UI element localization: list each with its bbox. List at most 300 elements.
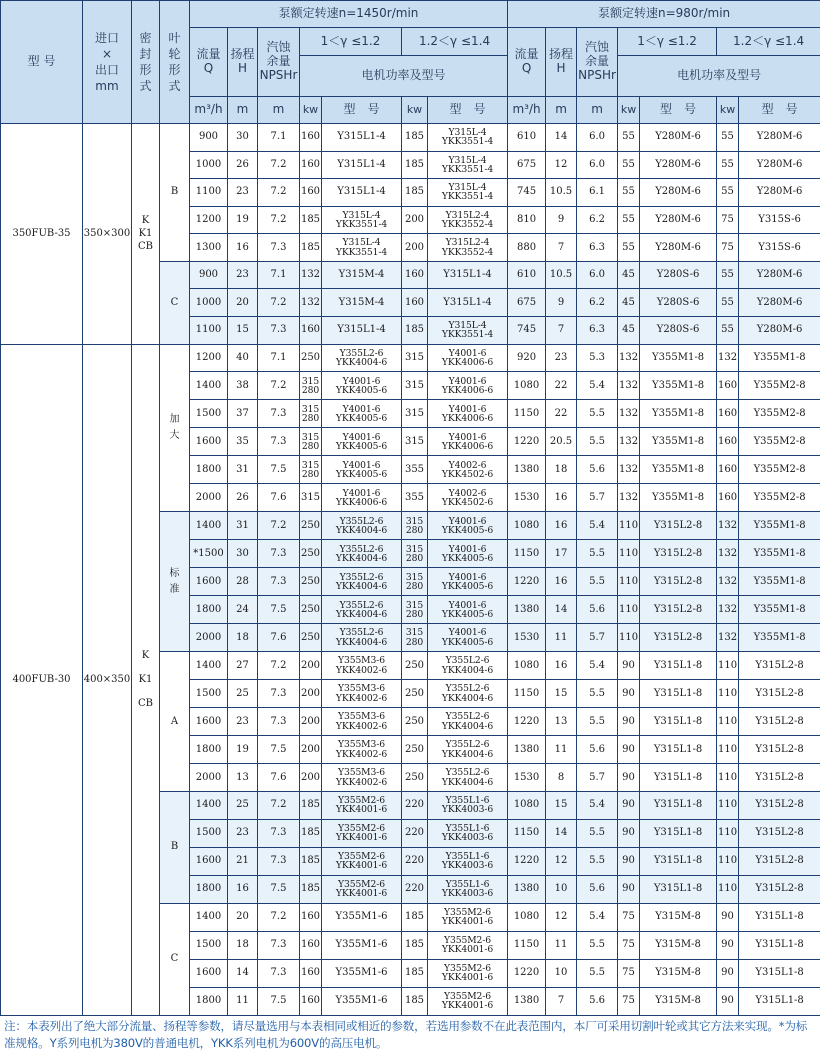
cell-model-d: Y355M2-8 xyxy=(739,484,820,512)
cell-model-d: Y280M-6 xyxy=(739,289,820,317)
cell-model-d: Y355M2-8 xyxy=(739,372,820,400)
cell-npsh-1450: 7.3 xyxy=(258,680,300,708)
cell-model-c: Y355M1-8 xyxy=(640,372,717,400)
cell-model-c: Y280M-6 xyxy=(640,206,717,234)
cell-kw-b: 250 xyxy=(402,680,428,708)
cell-kw-c: 55 xyxy=(618,234,640,262)
cell-flow-1450: 1600 xyxy=(190,959,228,987)
cell-flow-980: 1220 xyxy=(508,568,546,596)
cell-model-a: Y315L1-4 xyxy=(322,151,402,179)
cell-head-980: 15 xyxy=(546,792,577,820)
header-head-980: 扬程 H xyxy=(546,28,577,97)
cell-flow-980: 1530 xyxy=(508,764,546,792)
cell-model-a: Y355M1-6 xyxy=(322,959,402,987)
cell-model-b: Y4001-6 YKK4005-6 xyxy=(428,596,508,624)
cell-head-980: 22 xyxy=(546,400,577,428)
cell-kw-c: 90 xyxy=(618,764,640,792)
cell-model-c: Y280S-6 xyxy=(640,289,717,317)
cell-head-980: 8 xyxy=(546,764,577,792)
cell-kw-b: 220 xyxy=(402,792,428,820)
cell-kw-b: 315 xyxy=(402,372,428,400)
cell-model-d: Y355M1-8 xyxy=(739,512,820,540)
impeller-type: 加 大 xyxy=(160,344,190,512)
cell-npsh-1450: 7.3 xyxy=(258,234,300,262)
cell-head-1450: 23 xyxy=(228,819,258,847)
cell-head-980: 14 xyxy=(546,596,577,624)
cell-model-b: Y355L2-6 YKK4004-6 xyxy=(428,708,508,736)
cell-model-a: Y315L1-4 xyxy=(322,179,402,207)
cell-model-b: Y355L2-6 YKK4004-6 xyxy=(428,652,508,680)
table-body xyxy=(1,124,820,1016)
cell-flow-1450: 1800 xyxy=(190,987,228,1015)
cell-kw-c: 110 xyxy=(618,568,640,596)
cell-model-a: Y355M2-6 YKK4001-6 xyxy=(322,875,402,903)
cell-kw-a: 185 xyxy=(300,234,322,262)
cell-npsh-1450: 7.1 xyxy=(258,261,300,289)
cell-model-c: Y355M1-8 xyxy=(640,428,717,456)
cell-model-a: Y315L-4 YKK3551-4 xyxy=(322,206,402,234)
cell-kw-b: 220 xyxy=(402,847,428,875)
cell-model-d: Y315L1-8 xyxy=(739,959,820,987)
cell-npsh-1450: 7.3 xyxy=(258,540,300,568)
cell-flow-980: 920 xyxy=(508,344,546,372)
cell-head-980: 11 xyxy=(546,624,577,652)
cell-model-a: Y4001-6 YKK4005-6 xyxy=(322,372,402,400)
cell-flow-980: 1220 xyxy=(508,428,546,456)
cell-head-1450: 23 xyxy=(228,261,258,289)
cell-flow-980: 1380 xyxy=(508,736,546,764)
cell-model-b: Y315L1-4 xyxy=(428,261,508,289)
cell-flow-980: 880 xyxy=(508,234,546,262)
cell-flow-980: 745 xyxy=(508,179,546,207)
cell-kw-c: 90 xyxy=(618,819,640,847)
cell-model-d: Y355M2-8 xyxy=(739,400,820,428)
cell-head-1450: 20 xyxy=(228,903,258,931)
cell-kw-a: 315 280 xyxy=(300,372,322,400)
cell-model-b: Y315L2-4 YKK3552-4 xyxy=(428,234,508,262)
cell-model-b: Y355M2-6 YKK4001-6 xyxy=(428,903,508,931)
cell-head-1450: 19 xyxy=(228,206,258,234)
cell-kw-b: 185 xyxy=(402,316,428,344)
cell-model-a: Y315L1-4 xyxy=(322,124,402,152)
cell-model-b: Y355M2-6 YKK4001-6 xyxy=(428,959,508,987)
cell-model-d: Y315L2-8 xyxy=(739,736,820,764)
cell-flow-1450: 1000 xyxy=(190,151,228,179)
cell-flow-1450: 1600 xyxy=(190,708,228,736)
header-kw: kw xyxy=(402,97,428,124)
cell-kw-b: 200 xyxy=(402,206,428,234)
cell-flow-980: 1380 xyxy=(508,875,546,903)
cell-kw-c: 132 xyxy=(618,456,640,484)
cell-head-1450: 26 xyxy=(228,151,258,179)
cell-model-a: Y4001-6 YKK4005-6 xyxy=(322,400,402,428)
cell-model-b: Y315L-4 YKK3551-4 xyxy=(428,179,508,207)
cell-npsh-980: 6.0 xyxy=(577,261,618,289)
cell-head-980: 9 xyxy=(546,289,577,317)
header-type: 型 号 xyxy=(428,97,508,124)
cell-model-c: Y315L1-8 xyxy=(640,792,717,820)
header-speed-980: 泵额定转速n=980r/min xyxy=(508,1,820,28)
cell-kw-b: 200 xyxy=(402,234,428,262)
cell-model-b: Y315L1-4 xyxy=(428,289,508,317)
cell-head-980: 10 xyxy=(546,959,577,987)
table-row xyxy=(1,344,820,372)
cell-model-d: Y315L2-8 xyxy=(739,652,820,680)
header-flow-980: 流量 Q xyxy=(508,28,546,97)
cell-flow-1450: 1500 xyxy=(190,931,228,959)
cell-kw-d: 160 xyxy=(717,456,739,484)
cell-kw-b: 315 280 xyxy=(402,512,428,540)
cell-model-a: Y355M3-6 YKK4002-6 xyxy=(322,736,402,764)
cell-kw-d: 110 xyxy=(717,792,739,820)
cell-kw-a: 250 xyxy=(300,512,322,540)
cell-kw-c: 55 xyxy=(618,179,640,207)
cell-flow-1450: 1200 xyxy=(190,206,228,234)
cell-flow-980: 1150 xyxy=(508,819,546,847)
cell-kw-c: 110 xyxy=(618,540,640,568)
cell-kw-d: 110 xyxy=(717,652,739,680)
cell-kw-b: 315 xyxy=(402,400,428,428)
cell-kw-c: 90 xyxy=(618,708,640,736)
cell-kw-a: 160 xyxy=(300,124,322,152)
cell-model-c: Y315L1-8 xyxy=(640,875,717,903)
cell-flow-980: 1150 xyxy=(508,540,546,568)
cell-kw-c: 75 xyxy=(618,959,640,987)
cell-npsh-980: 5.5 xyxy=(577,680,618,708)
cell-head-980: 15 xyxy=(546,680,577,708)
cell-kw-d: 90 xyxy=(717,959,739,987)
header-gamma-high-1450: 1.2＜γ ≤1.4 xyxy=(402,28,508,56)
cell-model-c: Y355M1-8 xyxy=(640,344,717,372)
cell-model-a: Y355L2-6 YKK4004-6 xyxy=(322,540,402,568)
cell-kw-b: 185 xyxy=(402,903,428,931)
cell-npsh-980: 5.6 xyxy=(577,875,618,903)
cell-flow-1450: 1400 xyxy=(190,512,228,540)
cell-kw-b: 315 280 xyxy=(402,596,428,624)
cell-npsh-1450: 7.3 xyxy=(258,400,300,428)
cell-model-b: Y315L-4 YKK3551-4 xyxy=(428,124,508,152)
cell-model-a: Y355M2-6 YKK4001-6 xyxy=(322,847,402,875)
header-npsh-unit-1450: m xyxy=(258,97,300,124)
cell-npsh-980: 6.1 xyxy=(577,179,618,207)
cell-kw-d: 55 xyxy=(717,261,739,289)
cell-flow-1450: 1200 xyxy=(190,344,228,372)
cell-model-d: Y355M2-8 xyxy=(739,428,820,456)
header-head-unit-980: m xyxy=(546,97,577,124)
cell-kw-d: 110 xyxy=(717,819,739,847)
cell-head-1450: 31 xyxy=(228,456,258,484)
cell-npsh-980: 5.6 xyxy=(577,596,618,624)
cell-model-d: Y355M1-8 xyxy=(739,568,820,596)
cell-model-b: Y4002-6 YKK4502-6 xyxy=(428,456,508,484)
cell-flow-1450: 1500 xyxy=(190,680,228,708)
cell-kw-d: 55 xyxy=(717,124,739,152)
cell-model-d: Y315L1-8 xyxy=(739,987,820,1015)
cell-model-d: Y315L2-8 xyxy=(739,708,820,736)
cell-npsh-1450: 7.5 xyxy=(258,987,300,1015)
cell-model-b: Y4001-6 YKK4005-6 xyxy=(428,540,508,568)
cell-model-a: Y355L2-6 YKK4004-6 xyxy=(322,624,402,652)
cell-npsh-1450: 7.3 xyxy=(258,819,300,847)
cell-head-1450: 14 xyxy=(228,959,258,987)
cell-kw-b: 250 xyxy=(402,652,428,680)
cell-kw-a: 185 xyxy=(300,847,322,875)
cell-kw-b: 185 xyxy=(402,959,428,987)
cell-model-a: Y355L2-6 YKK4004-6 xyxy=(322,512,402,540)
cell-head-980: 10 xyxy=(546,875,577,903)
cell-kw-a: 200 xyxy=(300,764,322,792)
footnote-prefix: 注： xyxy=(4,1019,27,1033)
cell-head-980: 18 xyxy=(546,456,577,484)
cell-model-b: Y355L1-6 YKK4003-6 xyxy=(428,819,508,847)
cell-model-c: Y280S-6 xyxy=(640,316,717,344)
cell-model-b: Y355L2-6 YKK4004-6 xyxy=(428,764,508,792)
cell-npsh-980: 5.5 xyxy=(577,847,618,875)
cell-flow-980: 1380 xyxy=(508,987,546,1015)
cell-model-c: Y315L2-8 xyxy=(640,596,717,624)
cell-flow-1450: 900 xyxy=(190,124,228,152)
cell-head-1450: 35 xyxy=(228,428,258,456)
cell-model-a: Y355M3-6 YKK4002-6 xyxy=(322,764,402,792)
cell-flow-980: 1220 xyxy=(508,959,546,987)
cell-head-1450: 18 xyxy=(228,931,258,959)
cell-model-d: Y280M-6 xyxy=(739,316,820,344)
cell-model-a: Y315L1-4 xyxy=(322,316,402,344)
cell-flow-980: 745 xyxy=(508,316,546,344)
cell-npsh-980: 5.5 xyxy=(577,959,618,987)
cell-model-a: Y355M2-6 YKK4001-6 xyxy=(322,819,402,847)
cell-npsh-1450: 7.3 xyxy=(258,931,300,959)
cell-model-a: Y4001-6 YKK4006-6 xyxy=(322,484,402,512)
cell-kw-a: 250 xyxy=(300,344,322,372)
cell-model-c: Y315M-8 xyxy=(640,959,717,987)
cell-head-1450: 31 xyxy=(228,512,258,540)
cell-kw-a: 185 xyxy=(300,206,322,234)
cell-model-c: Y355M1-8 xyxy=(640,400,717,428)
cell-model-d: Y355M1-8 xyxy=(739,596,820,624)
cell-flow-1450: 1000 xyxy=(190,289,228,317)
cell-kw-c: 75 xyxy=(618,903,640,931)
cell-model-b: Y315L-4 YKK3551-4 xyxy=(428,151,508,179)
cell-model-d: Y280M-6 xyxy=(739,151,820,179)
cell-kw-b: 355 xyxy=(402,484,428,512)
cell-model-d: Y315L2-8 xyxy=(739,764,820,792)
cell-head-980: 7 xyxy=(546,316,577,344)
cell-kw-a: 160 xyxy=(300,959,322,987)
cell-head-980: 9 xyxy=(546,206,577,234)
cell-model-c: Y315M-8 xyxy=(640,903,717,931)
cell-kw-b: 160 xyxy=(402,289,428,317)
cell-kw-a: 185 xyxy=(300,792,322,820)
cell-kw-d: 160 xyxy=(717,372,739,400)
cell-npsh-1450: 7.3 xyxy=(258,428,300,456)
header-flow-unit-1450: m³/h xyxy=(190,97,228,124)
cell-head-1450: 23 xyxy=(228,179,258,207)
cell-head-1450: 38 xyxy=(228,372,258,400)
header-model: 型 号 xyxy=(1,1,83,124)
table-row xyxy=(1,124,820,152)
cell-model-c: Y315L1-8 xyxy=(640,736,717,764)
cell-kw-d: 132 xyxy=(717,344,739,372)
cell-kw-a: 250 xyxy=(300,540,322,568)
cell-npsh-1450: 7.3 xyxy=(258,847,300,875)
cell-model-b: Y4002-6 YKK4502-6 xyxy=(428,484,508,512)
cell-npsh-980: 5.6 xyxy=(577,456,618,484)
cell-npsh-1450: 7.3 xyxy=(258,316,300,344)
cell-kw-a: 132 xyxy=(300,289,322,317)
cell-kw-a: 160 xyxy=(300,987,322,1015)
cell-model-c: Y315L1-8 xyxy=(640,819,717,847)
cell-head-980: 11 xyxy=(546,931,577,959)
cell-model-c: Y280M-6 xyxy=(640,234,717,262)
cell-model-d: Y315S-6 xyxy=(739,206,820,234)
cell-kw-d: 110 xyxy=(717,736,739,764)
cell-npsh-980: 5.5 xyxy=(577,708,618,736)
cell-kw-b: 160 xyxy=(402,261,428,289)
cell-npsh-980: 5.3 xyxy=(577,344,618,372)
cell-npsh-1450: 7.2 xyxy=(258,179,300,207)
cell-npsh-1450: 7.6 xyxy=(258,484,300,512)
cell-kw-b: 185 xyxy=(402,151,428,179)
cell-npsh-980: 6.0 xyxy=(577,124,618,152)
cell-flow-980: 1380 xyxy=(508,596,546,624)
header-type: 型 号 xyxy=(739,97,820,124)
cell-flow-980: 610 xyxy=(508,124,546,152)
cell-model-c: Y315L1-8 xyxy=(640,708,717,736)
cell-model-a: Y4001-6 YKK4005-6 xyxy=(322,428,402,456)
cell-model-d: Y315L2-8 xyxy=(739,847,820,875)
cell-npsh-980: 5.4 xyxy=(577,792,618,820)
cell-kw-d: 55 xyxy=(717,316,739,344)
cell-npsh-1450: 7.5 xyxy=(258,875,300,903)
header-npsh-unit-980: m xyxy=(577,97,618,124)
cell-kw-a: 185 xyxy=(300,875,322,903)
cell-kw-b: 185 xyxy=(402,931,428,959)
header-kw: kw xyxy=(717,97,739,124)
cell-kw-d: 110 xyxy=(717,847,739,875)
cell-head-980: 14 xyxy=(546,819,577,847)
cell-npsh-980: 5.5 xyxy=(577,819,618,847)
cell-head-1450: 30 xyxy=(228,124,258,152)
footnote xyxy=(4,1018,818,1052)
cell-kw-b: 315 xyxy=(402,428,428,456)
cell-model-a: Y355M2-6 YKK4001-6 xyxy=(322,792,402,820)
cell-kw-a: 200 xyxy=(300,708,322,736)
cell-flow-1450: 2000 xyxy=(190,764,228,792)
header-npsh-1450: 汽蚀 余量 NPSHr xyxy=(258,28,300,97)
cell-kw-d: 132 xyxy=(717,568,739,596)
cell-head-1450: 19 xyxy=(228,736,258,764)
cell-model-d: Y315L2-8 xyxy=(739,819,820,847)
cell-kw-d: 55 xyxy=(717,179,739,207)
cell-kw-d: 160 xyxy=(717,484,739,512)
cell-head-1450: 16 xyxy=(228,875,258,903)
cell-head-980: 16 xyxy=(546,568,577,596)
impeller-type: C xyxy=(160,903,190,1015)
header-motor-power-1450: 电机功率及型号 xyxy=(300,56,508,97)
cell-model-a: Y355M1-6 xyxy=(322,987,402,1015)
cell-kw-a: 250 xyxy=(300,596,322,624)
cell-kw-b: 220 xyxy=(402,819,428,847)
footnote-text: 本表列出了绝大部分流量、扬程等参数，请尽量选用与本表相同或相近的参数，若选用参数不在此表范围内，本厂可采用切割叶轮或其它方法来实现。*为标准规格。Y系列电机为380V的普通电机，YKK系列电机为600V的高压电机。 xyxy=(4,1019,808,1050)
cell-head-1450: 20 xyxy=(228,289,258,317)
cell-flow-980: 610 xyxy=(508,261,546,289)
header-flow-unit-980: m³/h xyxy=(508,97,546,124)
cell-kw-d: 110 xyxy=(717,708,739,736)
cell-kw-c: 110 xyxy=(618,596,640,624)
cell-kw-a: 250 xyxy=(300,624,322,652)
cell-kw-d: 90 xyxy=(717,931,739,959)
cell-kw-c: 55 xyxy=(618,206,640,234)
cell-model-c: Y280M-6 xyxy=(640,179,717,207)
cell-kw-b: 185 xyxy=(402,987,428,1015)
cell-model-b: Y4001-6 YKK4005-6 xyxy=(428,568,508,596)
cell-kw-a: 200 xyxy=(300,680,322,708)
cell-flow-1450: 1600 xyxy=(190,428,228,456)
cell-kw-a: 160 xyxy=(300,316,322,344)
cell-npsh-1450: 7.6 xyxy=(258,764,300,792)
cell-kw-d: 55 xyxy=(717,151,739,179)
cell-npsh-1450: 7.1 xyxy=(258,124,300,152)
cell-model-b: Y4001-6 YKK4005-6 xyxy=(428,624,508,652)
cell-model-a: Y4001-6 YKK4005-6 xyxy=(322,456,402,484)
cell-flow-1450: 1300 xyxy=(190,234,228,262)
cell-head-980: 10.5 xyxy=(546,179,577,207)
cell-flow-980: 1530 xyxy=(508,624,546,652)
cell-flow-1450: 1800 xyxy=(190,875,228,903)
header-motor-power-980: 电机功率及型号 xyxy=(618,56,820,97)
cell-model-c: Y315M-8 xyxy=(640,931,717,959)
cell-npsh-1450: 7.1 xyxy=(258,344,300,372)
cell-npsh-1450: 7.2 xyxy=(258,206,300,234)
cell-kw-b: 315 xyxy=(402,344,428,372)
cell-npsh-1450: 7.3 xyxy=(258,568,300,596)
cell-head-1450: 16 xyxy=(228,234,258,262)
cell-npsh-1450: 7.2 xyxy=(258,372,300,400)
cell-flow-1450: 1400 xyxy=(190,792,228,820)
cell-head-1450: 25 xyxy=(228,680,258,708)
cell-kw-d: 75 xyxy=(717,234,739,262)
cell-kw-d: 90 xyxy=(717,987,739,1015)
cell-model-a: Y315M-4 xyxy=(322,261,402,289)
cell-npsh-980: 6.2 xyxy=(577,289,618,317)
cell-kw-a: 160 xyxy=(300,931,322,959)
cell-kw-c: 45 xyxy=(618,261,640,289)
cell-flow-980: 1150 xyxy=(508,680,546,708)
cell-model-c: Y315L1-8 xyxy=(640,652,717,680)
cell-model-b: Y355L1-6 YKK4003-6 xyxy=(428,792,508,820)
cell-kw-b: 250 xyxy=(402,736,428,764)
cell-npsh-980: 5.5 xyxy=(577,400,618,428)
cell-model-b: Y4001-6 YKK4006-6 xyxy=(428,344,508,372)
cell-model-b: Y355M2-6 YKK4001-6 xyxy=(428,931,508,959)
cell-kw-b: 315 280 xyxy=(402,540,428,568)
cell-model-b: Y355L1-6 YKK4003-6 xyxy=(428,847,508,875)
cell-kw-a: 160 xyxy=(300,151,322,179)
cell-head-1450: 26 xyxy=(228,484,258,512)
cell-kw-d: 132 xyxy=(717,512,739,540)
cell-head-1450: 40 xyxy=(228,344,258,372)
cell-npsh-1450: 7.3 xyxy=(258,959,300,987)
cell-npsh-980: 5.5 xyxy=(577,428,618,456)
cell-npsh-980: 5.4 xyxy=(577,903,618,931)
cell-kw-a: 250 xyxy=(300,568,322,596)
impeller-type: A xyxy=(160,652,190,792)
cell-kw-c: 55 xyxy=(618,151,640,179)
cell-kw-c: 132 xyxy=(618,484,640,512)
cell-model-d: Y355M1-8 xyxy=(739,624,820,652)
header-seal-type: 密 封 形 式 xyxy=(132,1,160,124)
